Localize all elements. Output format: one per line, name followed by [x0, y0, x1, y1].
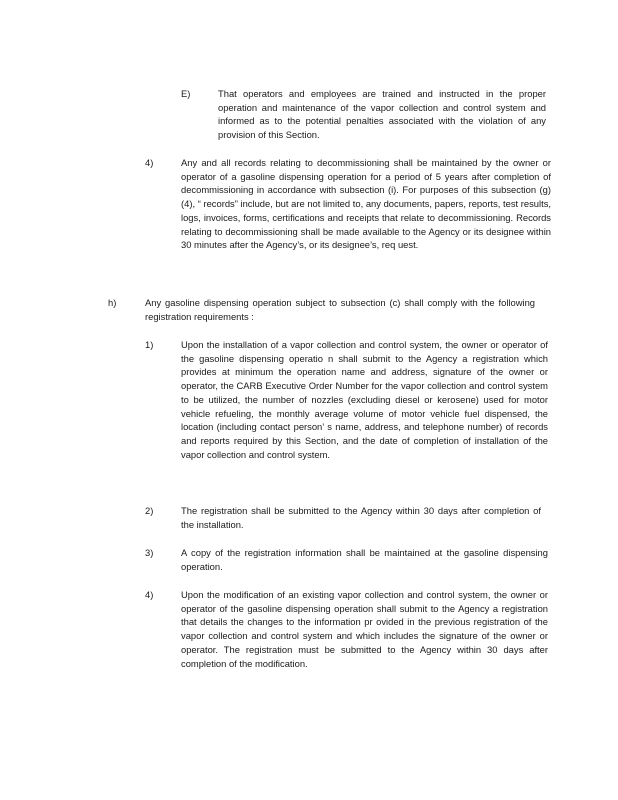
h-item-3-marker: 3) — [145, 547, 154, 558]
h-item-3-text: A copy of the registration information shall be maintained at the gasoline dispensing operation. — [181, 547, 548, 572]
section-h-text: Any gasoline dispensing operation subject to subsection (c) shall comply with the following registration requirements : — [145, 297, 535, 322]
item-e-marker: E) — [181, 88, 191, 99]
h-item-2-marker: 2) — [145, 505, 154, 516]
item-e-text: That operators and employees are trained and instructed in the proper operation and maintenance of the vapor collection and control system and informed as to the potential penalties associated with the violation of any provision of this Section. — [218, 88, 546, 141]
h-item-4-marker: 4) — [145, 589, 154, 600]
item-4-records-text: Any and all records relating to decommissioning shall be maintained by the owner or operator of a gasoline dispensing operation for a period of 5 years after completion of decommissioning in accordance with subsection (i). For purposes of this subsection (g)(4), “ records” include, but are not limited to, any documents, papers, reports, test results, logs, invoices, forms, certifications and receipts that relate to decommissioning. Records relating to decommissioning shall be made available to the Agency or its designee within 30 minutes after the Agency’s, or its designee’s, req uest. — [181, 157, 551, 251]
h-item-2-text: The registration shall be submitted to the Agency within 30 days after completion of the installation. — [181, 505, 541, 530]
h-item-1-text: Upon the installation of a vapor collection and control system, the owner or operator of the gasoline dispensing operatio n shall submit to the Agency a registration which provides at minimum the operation name and address, signature of the owner or operator, the CARB Executive Order Number for the vapor collection and control system to be utilized, the number of nozzles (excluding diesel or kerosene) used for motor vehicle refueling, the monthly average volume of motor vehicle fuel dispensed, the location (including contact person’ s name, address, and telephone number) of records and reports required by this Section, and the date of completion of installation of the vapor collection and control system. — [181, 339, 548, 460]
section-h-marker: h) — [108, 297, 117, 308]
item-4-records-marker: 4) — [145, 157, 154, 168]
h-item-4-text: Upon the modification of an existing vapor collection and control system, the owner or operator of the gasoline dispensing operation shall submit to the Agency a registration that details the changes to the information pr ovided in the previous registration of the vapor collection and control system and which includes the signature of the owner or operator. The registration must be submitted to the Agency within 30 days after completion of the modification. — [181, 589, 548, 669]
h-item-1-marker: 1) — [145, 339, 154, 350]
